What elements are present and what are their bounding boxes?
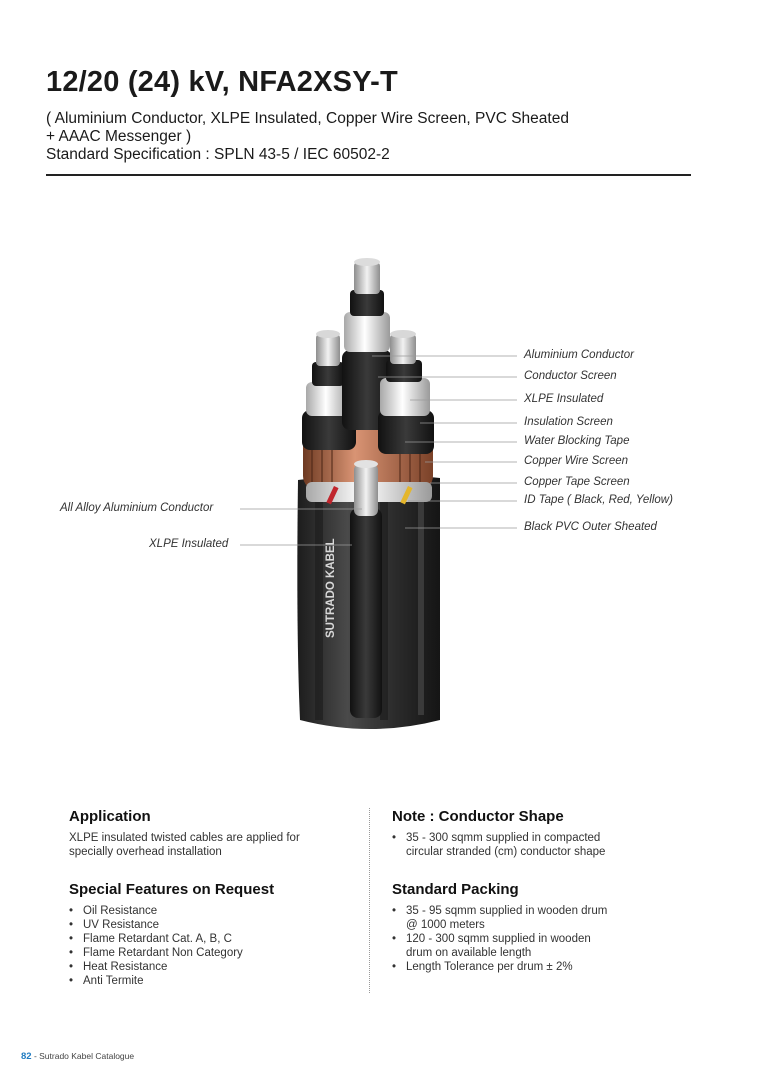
subtitle-line-2: + AAAC Messenger ) — [46, 128, 192, 145]
packing-item-1-line-1: 35 - 95 sqmm supplied in wooden drum — [406, 905, 608, 917]
list-item: • Oil Resistance — [69, 904, 354, 918]
left-column — [69, 808, 354, 1010]
application-heading: Application — [69, 808, 151, 825]
list-item: • Length Tolerance per drum ± 2% — [392, 960, 692, 974]
callout-copper-tape-screen: Copper Tape Screen — [524, 476, 630, 488]
footer-text: - Sutrado Kabel Catalogue — [31, 1051, 135, 1061]
note-section — [392, 808, 692, 859]
list-item — [392, 904, 692, 932]
application-text-line-2: specially overhead installation — [69, 846, 222, 858]
application-text-line-1: XLPE insulated twisted cables are applied for — [69, 832, 300, 844]
callout-black-pvc-outer-sheath: Black PVC Outer Sheated — [524, 521, 657, 533]
callout-xlpe-insulated: XLPE Insulated — [524, 393, 604, 405]
header-rule — [46, 174, 691, 176]
packing-item-2-line-1: 120 - 300 sqmm supplied in wooden — [406, 933, 591, 945]
callout-water-blocking-tape: Water Blocking Tape — [524, 435, 630, 447]
messenger-conductor — [350, 460, 382, 718]
list-item: • Flame Retardant Non Category — [69, 946, 354, 960]
list-item: • Heat Resistance — [69, 960, 354, 974]
cable-illustration — [0, 250, 764, 750]
application-section — [69, 808, 354, 859]
packing-list — [392, 904, 692, 974]
list-item: • Anti Termite — [69, 974, 354, 988]
note-list — [392, 831, 692, 859]
brand-text: SUTRADO KABEL — [325, 538, 337, 638]
page-number: 82 — [21, 1051, 32, 1062]
note-heading: Note : Conductor Shape — [392, 808, 564, 825]
callout-id-tape: ID Tape ( Black, Red, Yellow) — [524, 494, 673, 506]
callout-copper-wire-screen: Copper Wire Screen — [524, 455, 629, 467]
special-features-heading: Special Features on Request — [69, 881, 275, 898]
callout-conductor-screen: Conductor Screen — [524, 370, 617, 382]
callout-insulation-screen: Insulation Screen — [524, 416, 613, 428]
note-line-2: circular stranded (cm) conductor shape — [406, 846, 606, 858]
special-features-list — [69, 904, 354, 988]
callout-xlpe-insulated-messenger: XLPE Insulated — [149, 538, 229, 550]
subtitle-block — [46, 110, 686, 164]
standard-specification: Standard Specification : SPLN 43-5 / IEC 60502-2 — [46, 146, 390, 163]
special-features-section — [69, 881, 354, 988]
application-text — [69, 831, 354, 859]
list-item — [392, 932, 692, 960]
list-item: • Flame Retardant Cat. A, B, C — [69, 932, 354, 946]
right-column — [392, 808, 692, 996]
packing-item-2-line-2: drum on available length — [406, 947, 532, 959]
callout-all-alloy-aluminium-conductor: All Alloy Aluminium Conductor — [60, 502, 214, 514]
subtitle-line-1: ( Aluminium Conductor, XLPE Insulated, Copper Wire Screen, PVC Sheated — [46, 110, 569, 127]
note-line-1: 35 - 300 sqmm supplied in compacted — [406, 832, 601, 844]
list-item: • UV Resistance — [69, 918, 354, 932]
packing-section — [392, 881, 692, 974]
page-footer — [21, 1051, 134, 1062]
column-divider — [369, 808, 370, 993]
page-title: 12/20 (24) kV, NFA2XSY-T — [46, 66, 398, 98]
packing-heading: Standard Packing — [392, 881, 519, 898]
packing-item-1-line-2: @ 1000 meters — [406, 919, 485, 931]
list-item — [392, 831, 692, 859]
callout-aluminium-conductor: Aluminium Conductor — [524, 349, 634, 361]
